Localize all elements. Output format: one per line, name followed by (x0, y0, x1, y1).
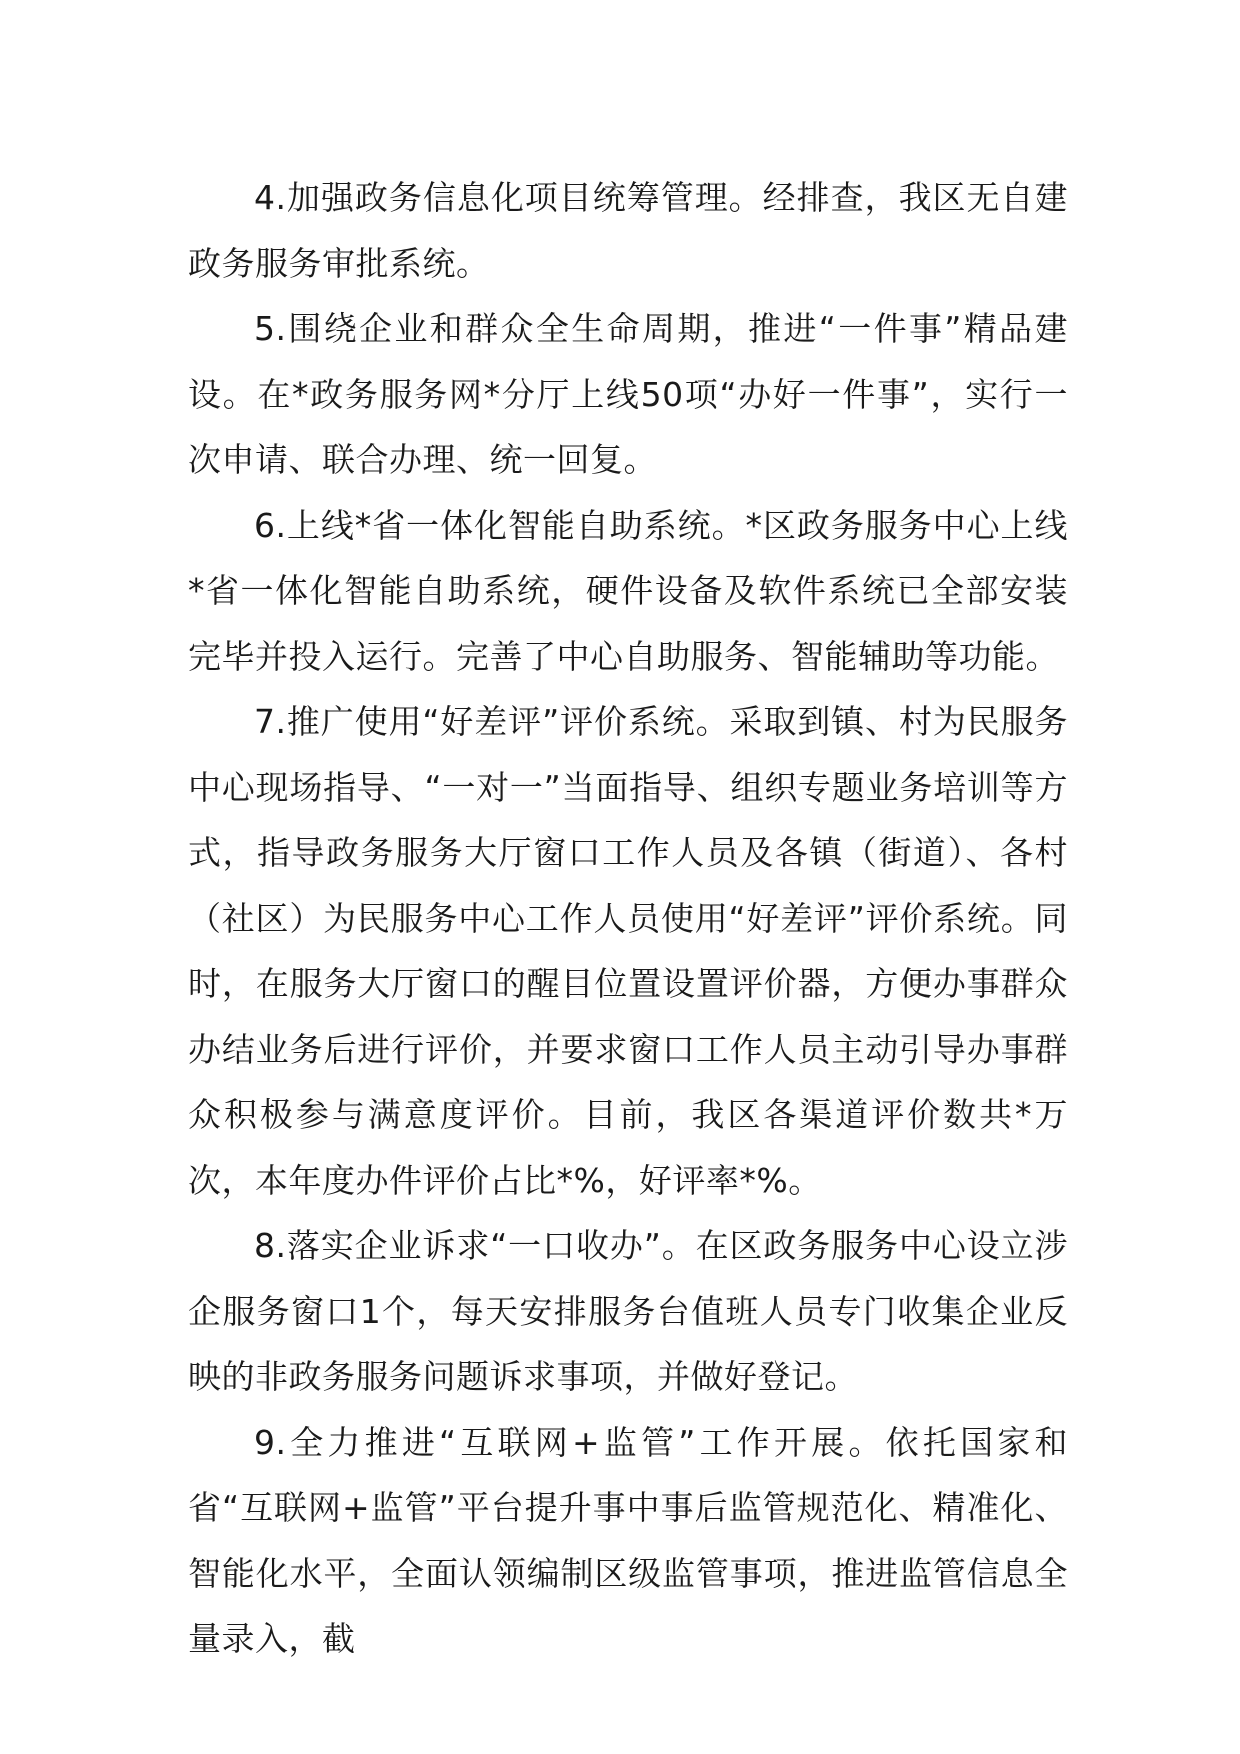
paragraph-item-4: 4.加强政务信息化项目统筹管理。经排查，我区无自建政务服务审批系统。 (188, 178, 1068, 283)
paragraph-item-7: 7.推广使用“好差评”评价系统。采取到镇、村为民服务中心现场指导、“一对一”当面指导、组织专题业务培训等方式，指导政务服务大厅窗口工作人员及各镇（街道）、各村（社区）为民服务中心工作人员使用“好差评”评价系统。同时，在服务大厅窗口的醒目位置设置评价器，方便办事群众办结业务后进行评价，并要求窗口工作人员主动引导办事群众积极参与满意度评价。目前，我区各渠道评价数共*万次，本年度办件评价占比*%，好评率*%。 (188, 702, 1068, 1200)
document-body (188, 165, 1068, 1672)
paragraph-item-5: 5.围绕企业和群众全生命周期，推进“一件事”精品建设。在*政务服务网*分厅上线50项“办好一件事”，实行一次申请、联合办理、统一回复。 (188, 309, 1068, 479)
paragraph-item-6: 6.上线*省一体化智能自助系统。*区政务服务中心上线*省一体化智能自助系统，硬件设备及软件系统已全部安装完毕并投入运行。完善了中心自助服务、智能辅助等功能。 (188, 505, 1068, 676)
paragraph-item-8: 8.落实企业诉求“一口收办”。在区政务服务中心设立涉企服务窗口1个，每天安排服务台值班人员专门收集企业反映的非政务服务问题诉求事项，并做好登记。 (188, 1226, 1068, 1396)
paragraph-item-9: 9.全力推进“互联网+监管”工作开展。依托国家和省“互联网+监管”平台提升事中事后监管规范化、精准化、智能化水平，全面认领编制区级监管事项，推进监管信息全量录入，截 (188, 1422, 1068, 1658)
